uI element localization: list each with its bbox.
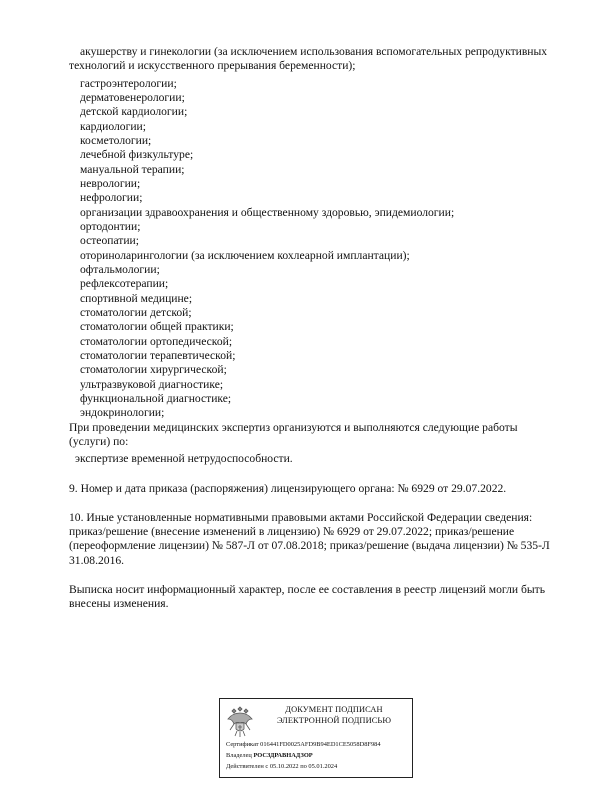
certificate-value: 016441FD0025AFD9B94ED1CE5058D8F984 (260, 741, 381, 748)
owner-value: РОСЗДРАВНАДЗОР (253, 752, 313, 759)
list-item: ультразвуковой диагностике; (80, 378, 224, 391)
list-item: рефлексотерапии; (80, 277, 169, 290)
stamp-title-line1: ДОКУМЕНТ ПОДПИСАН (285, 705, 383, 714)
coat-of-arms-icon (225, 703, 255, 739)
list-item: остеопатии; (80, 234, 139, 247)
certificate-label: Сертификат (226, 741, 259, 748)
text-line: экспертизе временной нетрудоспособности. (75, 452, 293, 465)
list-item: нефрологии; (80, 191, 143, 204)
stamp-owner (226, 752, 313, 760)
list-item: неврологии; (80, 177, 141, 190)
list-item: спортивной медицине; (80, 292, 193, 305)
list-item: стоматологии детской; (80, 306, 192, 319)
section-9-line: 9. Номер и дата приказа (распоряжения) лицензирующего органа: № 6929 от 29.07.2022. (69, 482, 507, 495)
disclaimer-line: Выписка носит информационный характер, после ее составления в реестр лицензий могли быть (69, 583, 545, 596)
section-10-line: (переоформление лицензии) № 587-Л от 07.08.2018; приказ/решение (выдача лицензии) № 535-Л (69, 539, 550, 552)
list-item: ортодонтии; (80, 220, 141, 233)
list-item: мануальной терапии; (80, 163, 185, 176)
section-10-line: приказ/решение (внесение изменений в лицензию) № 6929 от 29.07.2022; приказ/решение (69, 525, 515, 538)
list-item: стоматологии общей практики; (80, 320, 234, 333)
section-10-line: 10. Иные установленные нормативными правовыми актами Российской Федерации сведения: (69, 511, 533, 524)
list-item: организации здравоохранения и общественному здоровью, эпидемиологии; (80, 206, 455, 219)
text-line: технологий и искусственного прерывания беременности); (69, 59, 356, 72)
list-item: косметологии; (80, 134, 152, 147)
text-line: При проведении медицинских экспертиз организуются и выполняются следующие работы (69, 421, 518, 434)
section-10-line: 31.08.2016. (69, 554, 125, 567)
text-line: (услуги) по: (69, 435, 129, 448)
list-item: гастроэнтерологии; (80, 77, 177, 90)
list-item: оториноларингологии (за исключением кохлеарной имплантации); (80, 249, 410, 262)
list-item: стоматологии хирургической; (80, 363, 227, 376)
stamp-title-line2: ЭЛЕКТРОННОЙ ПОДПИСЬЮ (276, 716, 392, 725)
stamp-validity: Действителен с 05.10.2022 по 05.01.2024 (226, 763, 338, 770)
disclaimer-line: внесены изменения. (69, 597, 169, 610)
list-item: функциональной диагностике; (80, 392, 232, 405)
list-item: кардиологии; (80, 120, 146, 133)
text-line: акушерству и гинекологии (за исключением использования вспомогательных репродуктивных (80, 45, 548, 58)
list-item: офтальмологии; (80, 263, 160, 276)
list-item: стоматологии ортопедической; (80, 335, 233, 348)
list-item: лечебной физкультуре; (80, 148, 194, 161)
owner-label: Владелец (226, 752, 252, 759)
electronic-signature-stamp (219, 698, 413, 778)
stamp-certificate (226, 741, 381, 749)
list-item: дерматовенерологии; (80, 91, 185, 104)
list-item: эндокринологии; (80, 406, 165, 419)
list-item: детской кардиологии; (80, 105, 188, 118)
list-item: стоматологии терапевтической; (80, 349, 236, 362)
